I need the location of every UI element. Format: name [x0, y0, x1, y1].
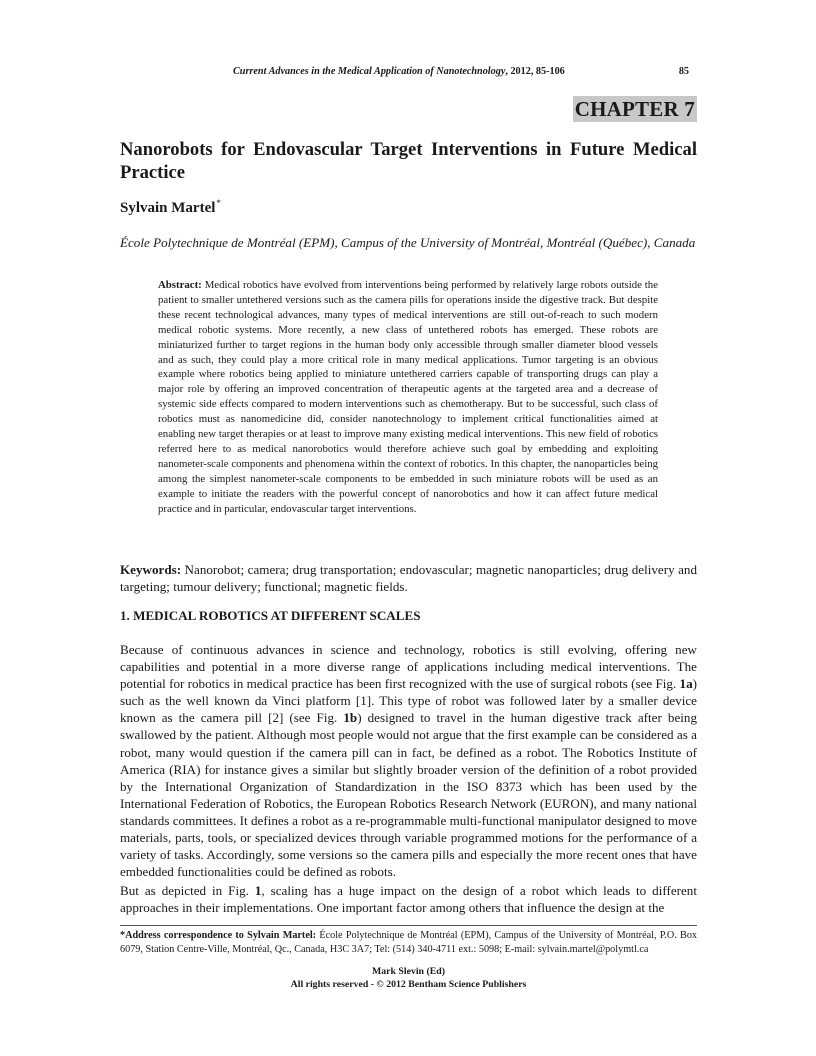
footer-editor: Mark Slevin (Ed)	[372, 966, 445, 977]
footer-copyright: All rights reserved - © 2012 Bentham Science Publishers	[290, 979, 527, 990]
section-heading: 1. MEDICAL ROBOTICS AT DIFFERENT SCALES	[120, 608, 421, 623]
paragraph-text: ) designed to travel in the human digestive track after being swallowed by the patient. Although most people would not argue that the first example can be considered as a robot, many would question if the camera pill can in fact, be defined as a robot. The Robotics Institute of America (RIA) for instance gives a similar but slightly broader version of the definition of a robot provided by the International Organization of Standardization in the ISO 8373 which has been used by the International Federation of Robotics, the European Robotics Research Network (EURON), and many national standards committees. It defines a robot as a re-programmable multi-functional manipulator designed to move materials, parts, tools, or specialized devices through variable programmed motions for the performance of a variety of tasks. Accordingly, some versions so the camera pills and especially the more recent ones that have embedded functionalities could be defined as robots.	[120, 710, 698, 880]
correspondence-footnote	[120, 929, 697, 957]
paragraph-text: But as depicted in Fig.	[120, 883, 255, 898]
figure-reference[interactable]: 1b	[343, 710, 358, 726]
journal-title: Current Advances in the Medical Application of Nanotechnology	[233, 66, 506, 77]
author-footnote-marker: *	[216, 198, 221, 208]
abstract-text: Medical robotics have evolved from interventions being performed by relatively large robots outside the patient to smaller untethered versions such as the camera pills for operations inside the digestive track. But despite these recent technological advances, many types of medical interventions are still out-of-reach to such modern medical robotic systems. More recently, a new class of untethered robots has emerged. These robots are miniaturized further to target regions in the human body only accessible through smaller diameter blood vessels and as such, they could play a more critical role in many medical applications. Tumor targeting is an obvious example where robotics being applied to miniature untethered carriers capable of transporting drugs can play a major role by offering an improved concentration of therapeutic agents at the targeted area and a decrease of systemic side effects compared to modern interventions such as chemotherapy. But to be successful, such class of robotics must as nanomedicine did, consider nanotechnology to implement critical functionalities aimed at enabling new target therapies or at least to improve many existing medical interventions. This new field of robotics referred here to as medical nanorobotics would therefore achieve such goal by embedding and exploiting nanometer-scale components and phenomena within the context of robotics. In this chapter, the nanoparticles being among the simplest nanometer-scale components to be embedded in such miniature robots will be used as an example to initiate the readers with the powerful concept of nanorobotics and how it can affect future medical practice and in particular, endovascular target interventions.	[158, 279, 658, 515]
footnote-text: École Polytechnique de Montréal (EPM), Campus of the University of Montréal, P.O. Box 6079, Station Centre-Ville, Montréal, Qc., Canada, H3C 3A7; Tel: (514) 340-4711 ext.: 5098; E-mail: sylvain.martel@polymtl.ca	[120, 930, 698, 956]
abstract	[158, 278, 658, 517]
paragraph-text: ) such as the well known da Vinci platform [1]. This type of robot was followed later by a smaller device known as the camera pill [2] (see Fig.	[120, 676, 697, 726]
paragraph-text: , scaling has a huge impact on the design of a robot which leads to different approaches in their implementations. One important factor among others that influence the design at the	[120, 883, 697, 916]
journal-citation	[233, 66, 565, 77]
keywords-label: Keywords:	[120, 562, 182, 577]
body-paragraph-2	[120, 882, 697, 916]
author	[120, 200, 220, 217]
footnote-divider	[120, 925, 697, 926]
figure-reference[interactable]: 1	[254, 883, 262, 898]
chapter-label: CHAPTER 7	[574, 97, 695, 121]
keywords-text: Nanorobot; camera; drug transportation; endovascular; magnetic nanoparticles; drug delivery and targeting; tumour delivery; functional; magnetic fields.	[120, 562, 697, 595]
article-title: Nanorobots for Endovascular Target Interventions in Future Medical Practice	[120, 139, 697, 183]
paragraph-text: Because of continuous advances in science and technology, robotics is still evolving, offering new capabilities and potential in a more diverse range of applications including medical interventions. The potential for robotics in medical practice has been first recognized with the use of surgical robots (see Fig.	[120, 642, 697, 692]
page-number: 85	[678, 66, 689, 77]
figure-reference[interactable]: 1a	[679, 676, 693, 692]
author-name: Sylvain Martel	[120, 200, 216, 216]
keywords	[120, 561, 697, 595]
affiliation: École Polytechnique de Montréal (EPM), Campus of the University of Montréal, Montréal (Québec), Canada	[120, 235, 696, 250]
body-paragraph-1	[120, 641, 697, 880]
journal-year-pages: , 2012, 85-106	[505, 66, 565, 77]
abstract-label: Abstract:	[158, 279, 202, 291]
chapter-label-wrap	[120, 96, 697, 122]
footnote-label: *Address correspondence to Sylvain Martel:	[120, 930, 317, 941]
